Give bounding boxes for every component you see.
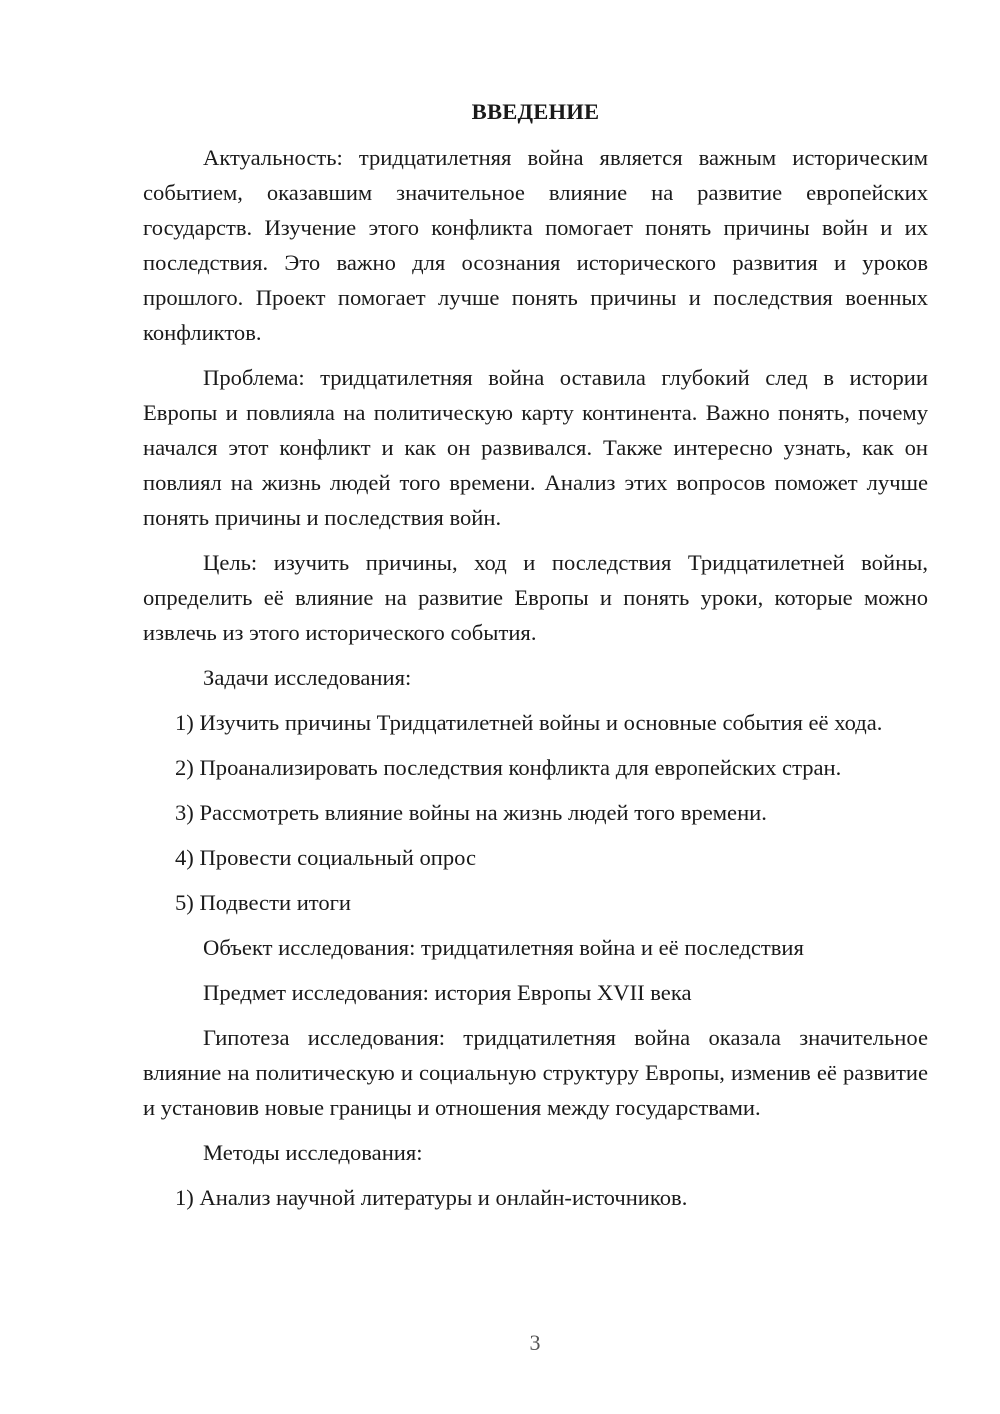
task-item: 3) Рассмотреть влияние войны на жизнь людей того времени.: [175, 800, 767, 825]
document-page: [143, 94, 928, 1225]
methods-heading: Методы исследования:: [203, 1140, 423, 1165]
task-item: 5) Подвести итоги: [175, 890, 352, 915]
goal-paragraph: Цель: изучить причины, ход и последствия Тридцатилетней войны, определить её влияние на развитие Европы и понять уроки, которые можно извлечь из этого исторического события.: [143, 550, 928, 645]
tasks-heading: Задачи исследования:: [203, 665, 412, 690]
problem-paragraph: Проблема: тридцатилетняя война оставила глубокий след в истории Европы и повлияла на политическую карту континента. Важно понять, почему начался этот конфликт и как он развивался. Также интересно узнать, как он повлиял на жизнь людей того времени. Анализ этих вопросов поможет лучше понять причины и последствия войн.: [143, 365, 928, 530]
page-title: ВВЕДЕНИЕ: [471, 99, 600, 124]
relevance-paragraph: Актуальность: тридцатилетняя война является важным историческим событием, оказавшим значительное влияние на развитие европейских государств. Изучение этого конфликта помогает понять причины войн и их последствия. Это важно для осознания исторического развития и уроков прошлого. Проект помогает лучше понять причины и последствия военных конфликтов.: [143, 145, 928, 345]
method-item: 1) Анализ научной литературы и онлайн-источников.: [175, 1185, 688, 1210]
task-item: 4) Провести социальный опрос: [175, 845, 477, 870]
task-item: 2) Проанализировать последствия конфликта для европейских стран.: [175, 755, 842, 780]
task-item: 1) Изучить причины Тридцатилетней войны и основные события её хода.: [175, 710, 883, 735]
research-object: Объект исследования: тридцатилетняя война и её последствия: [203, 935, 804, 960]
page-number: 3: [529, 1330, 541, 1355]
hypothesis-paragraph: Гипотеза исследования: тридцатилетняя война оказала значительное влияние на политическую и социальную структуру Европы, изменив её развитие и установив новые границы и отношения между государствами.: [143, 1025, 928, 1120]
research-subject: Предмет исследования: история Европы XVII века: [203, 980, 692, 1005]
